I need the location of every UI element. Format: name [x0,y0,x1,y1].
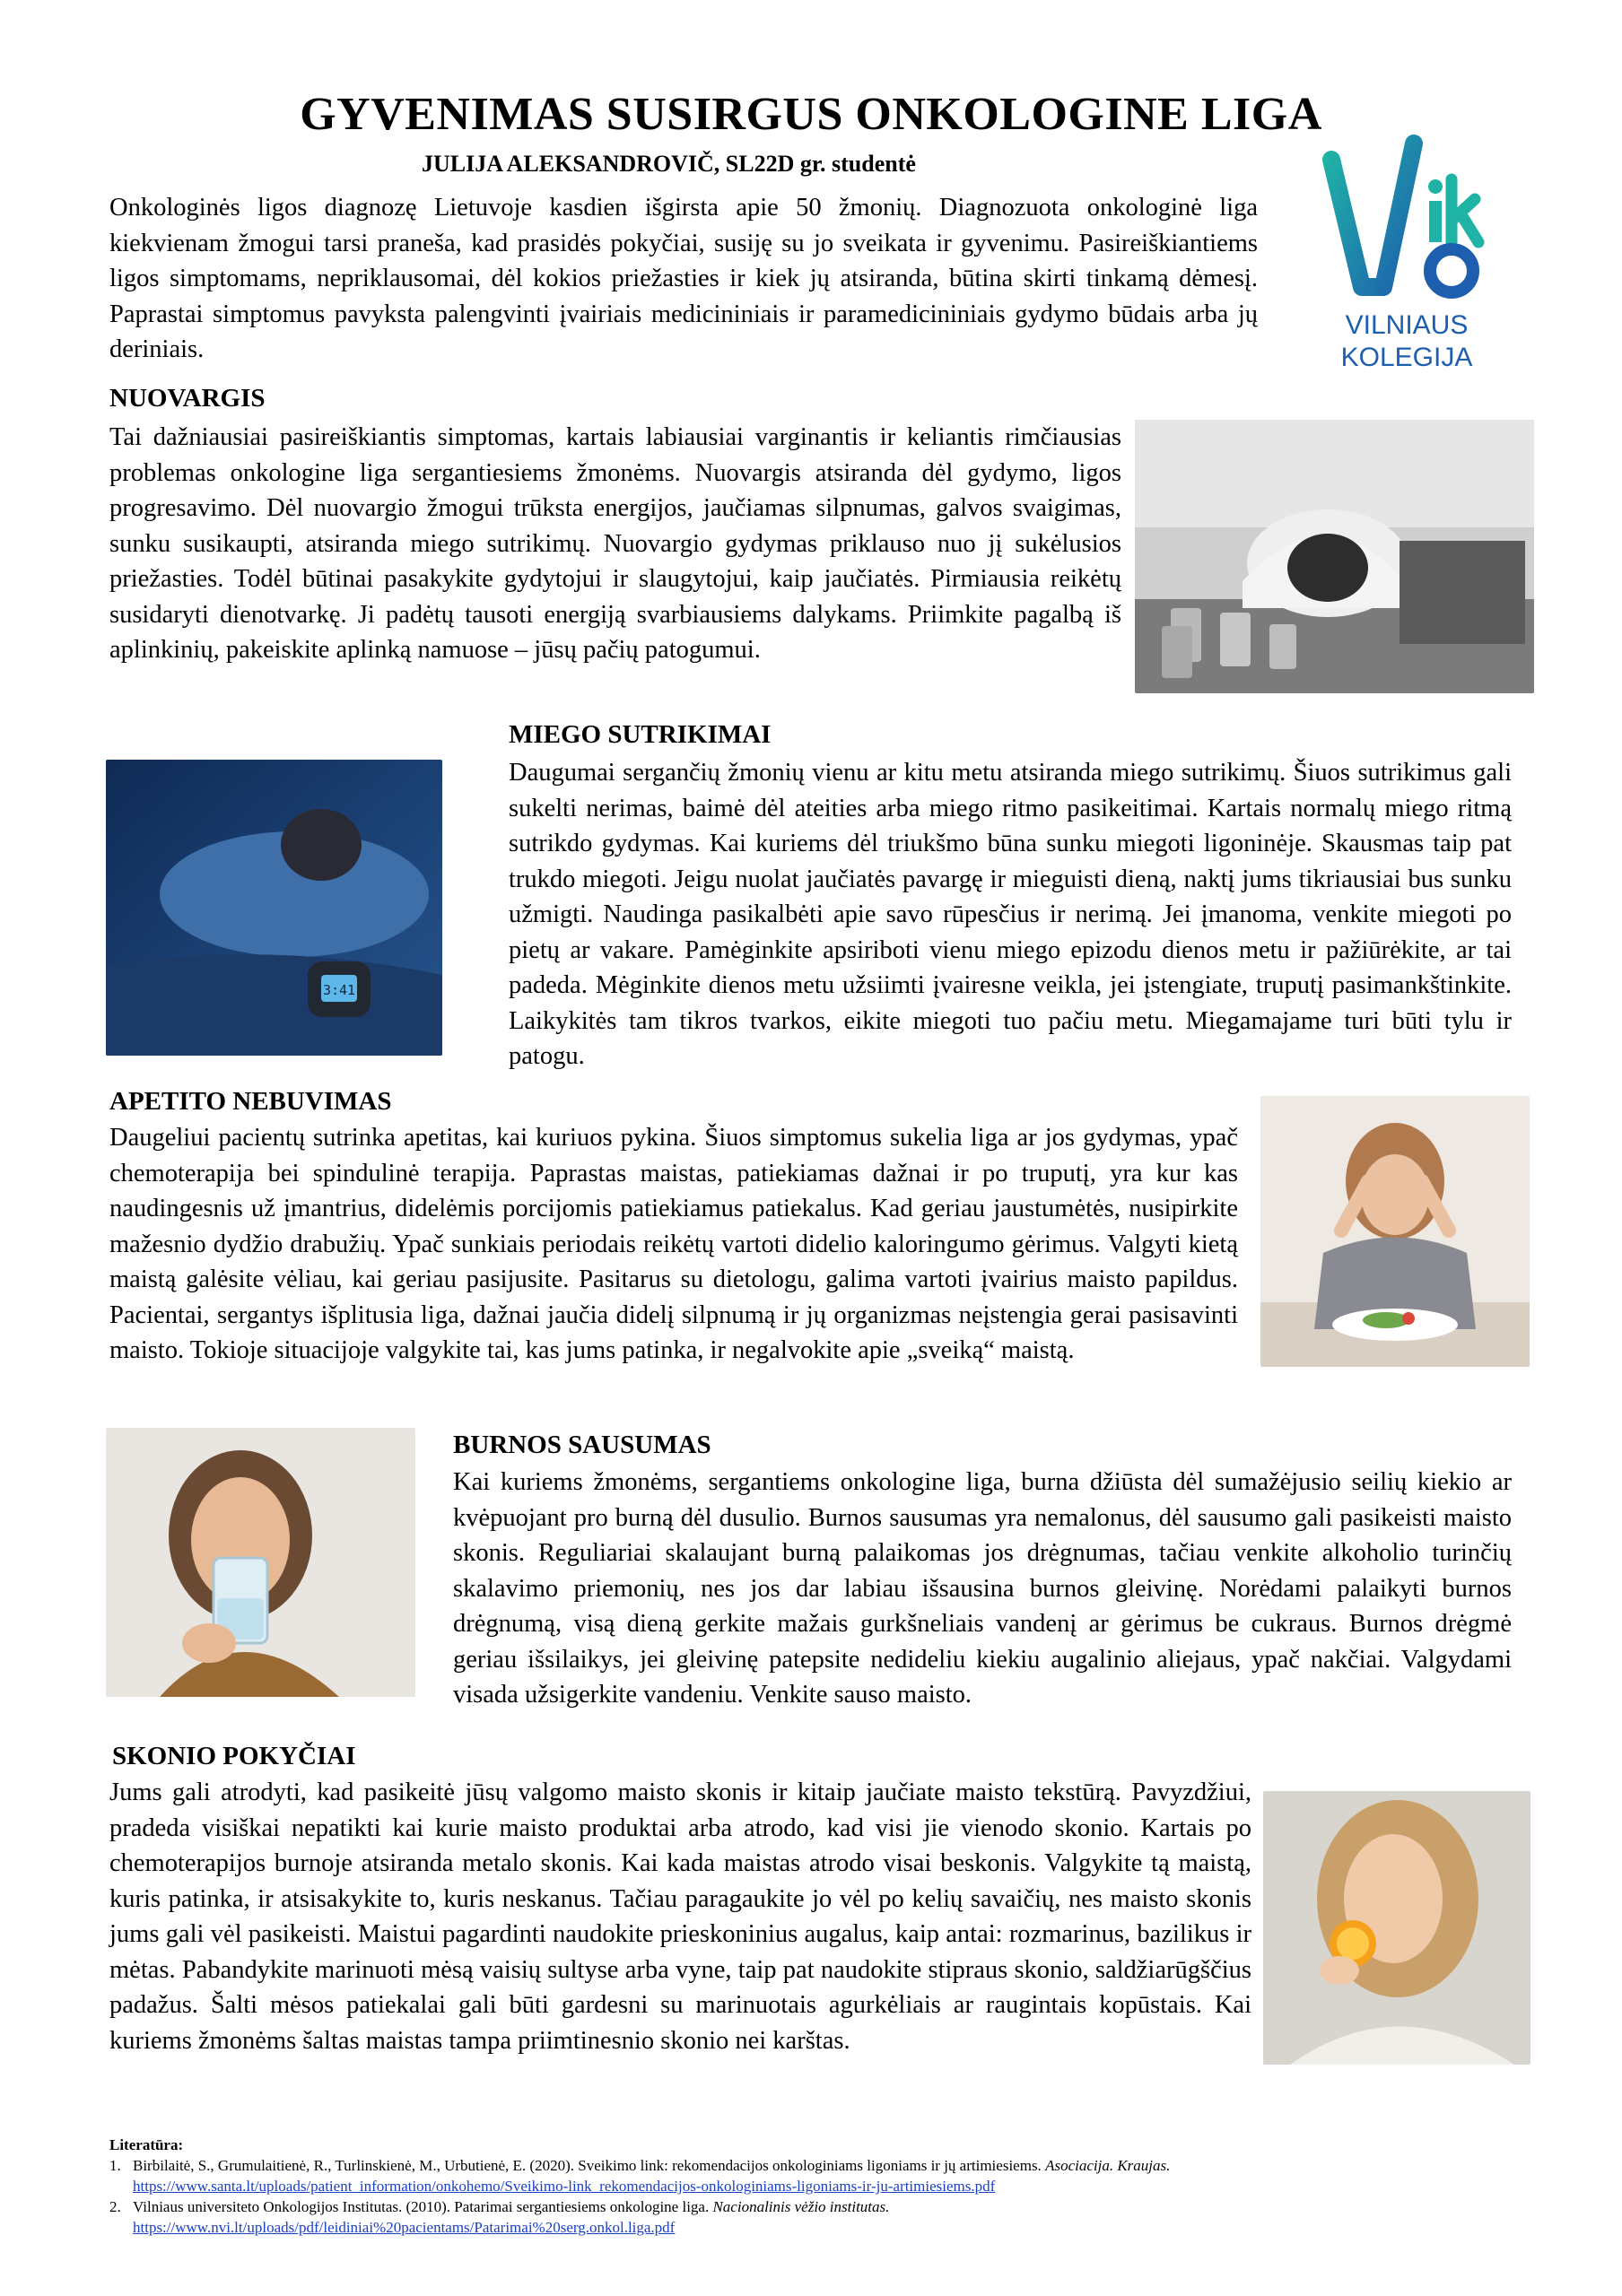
reference-item [109,2155,1330,2176]
logo-line1: VILNIAUS [1345,310,1469,340]
section-text-skonio: Jums gali atrodyti, kad pasikeitė jūsų valgomo maisto skonis ir kitaip jaučiate maisto tekstūrą. Pavyzdžiui, pradeda visiškai nepatikti kai kurie maisto produktai arba atrodo, kad visi jie vienodo skonio. Kartais po chemoterapijos burnoje atsiranda metalo skonis. Kai kada maistas atrodo visai beskonis. Valgykite tą maistą, kuris patinka, ir atsisakykite to, kuris neskanus. Tačiau paragaukite jo vėl po kelių savaičių, nes maisto skonis jums gali vėl pasikeisti. Maistui pagardinti naudokite prieskoninius augalus, kaip antai: rozmarinus, bazilikus ir mėtas. Pabandykite marinuoti mėsą vaisių sultyse arba vyne, taip pat naudokite stipraus skonio, saldžiarūgščius padažus. Šalti mėsos patiekalai gali būti gardesni su marinuotais agurkėliais ar raugintais kopūstais. Kai kuriems žmonėms šaltas maistas tampa priimtinesnio skonio nei karštas. [109,1779,1251,2055]
logo-line2: KOLEGIJA [1340,343,1473,372]
section-heading-apetito: APETITO NEBUVIMAS [109,1087,392,1116]
section-text-miego: Daugumai sergančių žmonių vienu ar kitu metu atsiranda miego sutrikimų. Šiuos sutrikimus gali sukelti nerimas, baimė dėl ateities arba miego ritmo pasikeitimai. Kartais normalų miego ritmą sutrikdo gydymas. Kai kuriems dėl triukšmo būna sunku miegoti ligoninėje. Skausmas taip pat trukdo miegoti. Jeigu nuolat jaučiatės pavargę ir mieguisti dieną, naktį jums tikriausiai bus sunku užmigti. Naudinga pasikalbėti apie savo rūpesčius ir nerimą. Jei įmanoma, venkite miegoti po pietų ar vakare. Pamėginkite apsiriboti vienu miego epizodu dienos metu ir pažiūrėkite, ar tai padeda. Mėginkite dienos metu užsiimti įvairesne veikla, jei įstengiate, truputį pasimankštinkite. Laikykitės tam tikros tvarkos, eikite miegoti tuo pačiu metu. Miegamajame turi būti tylu ir patogu. [509,759,1512,1070]
reference-text: Vilniaus universiteto Onkologijos Institutas. (2010). Patarimai sergantiesiems onkologine liga. [133,2198,710,2215]
vilniaus-kolegija-logo [1299,135,1514,377]
intro-paragraph: Onkologinės ligos diagnozę Lietuvoje kasdien išgirsta apie 50 žmonių. Diagnozuota onkologinė liga kiekvienam žmogui tarsi praneša, kad prasidės pokyčiai, susiję su jo sveikata ir gyvenimu. Pasireiškiantiems ligos simptomams, nepriklausomai, dėl kokios priežasties ir kiek jų atsiranda, būtina skirti tinkamą dėmesį. Paprastai simptomus pavyksta palengvinti įvairiais medicininiais ir paramedicininiais gydymo būdais arba jų deriniais. [109,194,1258,363]
reference-source: Asociacija. Kraujas. [1045,2157,1171,2174]
reference-number: 2. [109,2198,121,2215]
section-text-burnos: Kai kuriems žmonėms, sergantiems onkologine liga, burna džiūsta dėl sumažėjusio seilių kiekio ar kvėpuojant pro burną dėl dusulio. Burnos sausumas yra nemalonus, dėl sausumo gali pasikeisti maisto skonis. Reguliariai skalaujant burną palaikomas jos drėgnumas, tačiau venkite alkoholio turinčių skalavimo priemonių, nes jos dar labiau išsausina burnos gleivinę. Norėdami palaikyti burnos drėgnumą, visą dieną gerkite mažais gurkšneliais vandenį ar gėrimus be cukraus. Burnos drėgmė geriau išsilaikys, jei gleivinę patepsite nedideliu kiekiu augalinio aliejaus, ypač nakčiai. Valgydami visada užsigerkite vandeniu. Venkite sauso maisto. [453,1468,1512,1709]
reference-text: Birbilaitė, S., Grumulaitienė, R., Turlinskienė, M., Urbutienė, E. (2020). Sveikimo link: rekomendacijos onkologiniams ligoniams ir jų artimiesiems. [133,2157,1042,2174]
section-heading-nuovargis: NUOVARGIS [109,384,266,413]
reference-source: Nacionalinis vėžio institutas. [712,2198,890,2215]
section-heading-miego: MIEGO SUTRIKIMAI [509,720,772,749]
section-text-apetito: Daugeliui pacientų sutrinka apetitas, kai kuriuos pykina. Šiuos simptomus sukelia liga ar jos gydymas, ypač chemoterapija bei spindulinė terapija. Paprastas maistas, patiekiamas dažnai ir po truputį, yra kur kas naudingesnis už įmantrius, didelėmis porcijomis patiekiamus patiekalus. Kad geriau jaustumėtės, nusipirkite mažesnio dydžio drabužių. Ypač sunkiais periodais reikėtų vartoti didelio kaloringumo gėrimus. Valgyti kietą maistą galėsite vėliau, kai geriau pasijusite. Pasitarus su dietologu, galima vartoti įvairius maisto papildus. Pacientai, sergantys išplitusia liga, dažnai jaučia didelį silpnumą ir jų organizmas neįstengia gerai pasisavinti maisto. Tokioje situacijoje valgykite tai, kas jums patinka, ir negalvokite apie „sveiką“ maistą. [109,1124,1238,1364]
photo-woman-tasting-orange [1263,1791,1530,2065]
photo-woman-no-appetite [1260,1096,1530,1367]
author-line: JULIJA ALEKSANDROVIČ, SL22D gr. studentė [422,151,916,177]
section-heading-burnos: BURNOS SAUSUMAS [453,1431,711,1459]
reference-number: 1. [109,2157,121,2174]
photo-sleepless-night-alarm [106,760,442,1056]
reference-item [109,2196,1330,2217]
references [109,2135,1330,2238]
clock-display: 3:41 [322,982,356,998]
references-label: Literatūra: [109,2136,184,2153]
reference-link[interactable]: https://www.nvi.lt/uploads/pdf/leidiniai%20pacientams/Patarimai%20serg.onkol.liga.pdf [133,2219,676,2236]
photo-woman-drinking-water [106,1428,415,1697]
section-heading-skonio: SKONIO POKYČIAI [112,1742,356,1770]
page-title: GYVENIMAS SUSIRGUS ONKOLOGINE LIGA [300,89,1322,140]
reference-link[interactable]: https://www.santa.lt/uploads/patient_information/onkohemo/Sveikimo-link_rekomendacijos-onkologiniams-ligoniams-ir-ju-artimiesiems.pdf [133,2178,996,2195]
section-text-nuovargis: Tai dažniausiai pasireiškiantis simptomas, kartais labiausiai varginantis ir keliantis rimčiausias problemas onkologine liga sergantiesiems žmonėms. Nuovargis atsiranda dėl gydymo, ligos progresavimo. Dėl nuovargio žmogui trūksta energijos, jaučiamas silpnumas, galvos svaigimas, sunku susikaupti, atsiranda miego sutrikimų. Nuovargio gydymas priklauso nuo jį sukėlusios priežasties. Todėl būtinai pasakykite gydytojui ir slaugytojui, kaip jaučiatės. Pirmiausia reikėtų susidaryti dienotvarkę. Ji padėtų tausoti energiją svarbiausiems dalykams. Priimkite pagalbą iš aplinkinių, pakeiskite aplinką namuose – jūsų pačių patogumui. [109,423,1121,664]
photo-tired-office-worker [1135,420,1534,693]
logo-mark-icon [1299,135,1514,377]
